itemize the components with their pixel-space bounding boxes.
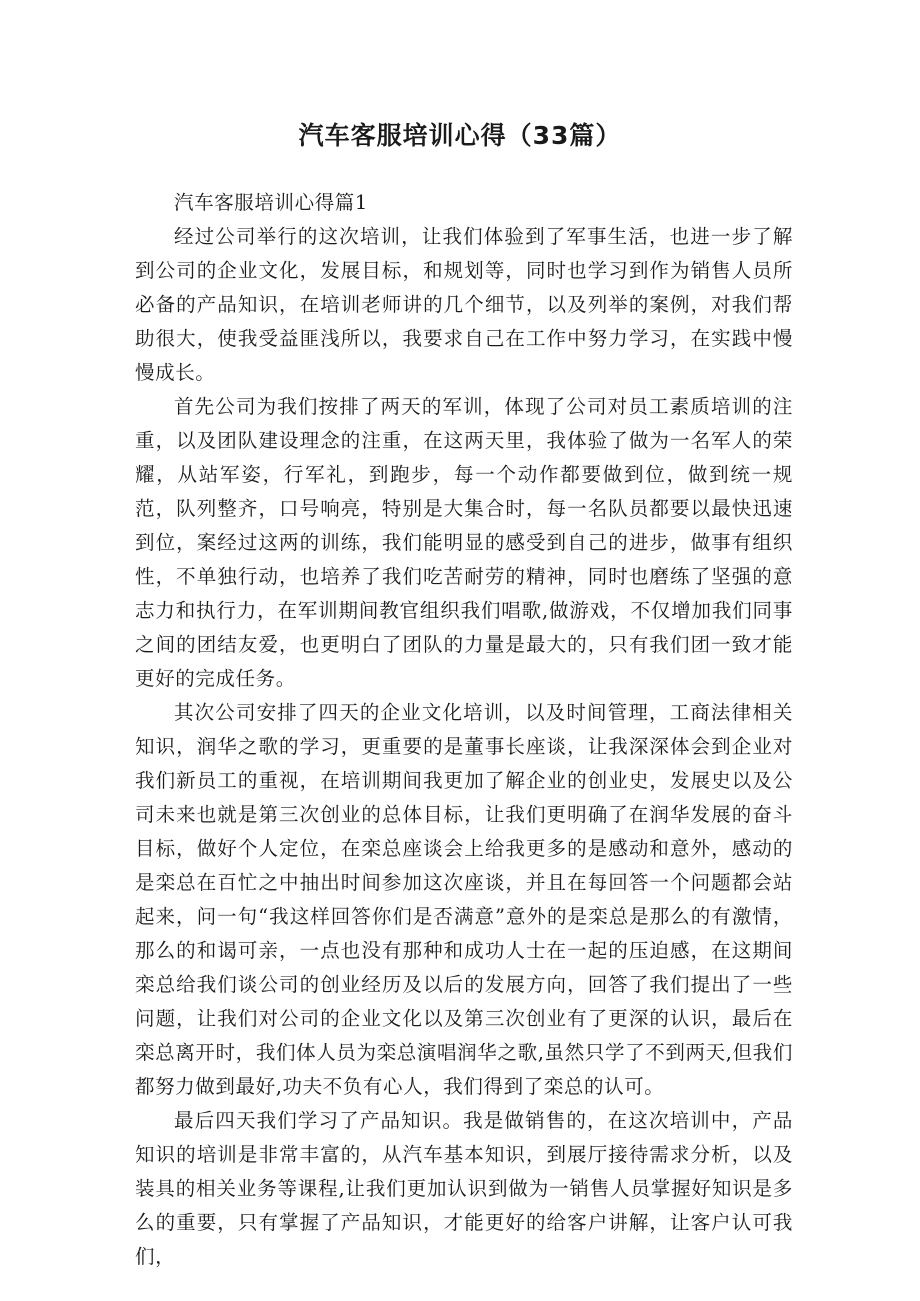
document-body [135, 186, 793, 1274]
paragraph: 其次公司安排了四天的企业文化培训，以及时间管理，工商法律相关知识，润华之歌的学习，更重要的是董事长座谈，让我深深体会到企业对我们新员工的重视，在培训期间我更加了解企业的创业史，发展史以及公司未来也就是第三次创业的总体目标，让我们更明确了在润华发展的奋斗目标，做好个人定位，在栾总座谈会上给我更多的是感动和意外，感动的是栾总在百忙之中抽出时间参加这次座谈，并且在每回答一个问题都会站起来，问一句“我这样回答你们是否满意”意外的是栾总是那么的有激情，那么的和谒可亲，一点也没有那种和成功人士在一起的压迫感，在这期间栾总给我们谈公司的创业经历及以后的发展方向，回答了我们提出了一些问题，让我们对公司的企业文化以及第三次创业有了更深的认识，最后在栾总离开时，我们体人员为栾总演唱润华之歌,虽然只学了不到两天,但我们都努力做到最好,功夫不负有心人，我们得到了栾总的认可。 [135, 701, 793, 1098]
document-title: 汽车客服培训心得（33篇） [298, 121, 622, 150]
paragraph: 首先公司为我们按排了两天的军训，体现了公司对员工素质培训的注重，以及团队建设理念的注重，在这两天里，我体验了做为一名军人的荣耀，从站军姿，行军礼，到跑步，每一个动作都要做到位，做到统一规范，队列整齐，口号响亮，特别是大集合时，每一名队员都要以最快迅速到位，案经过这两的训练，我们能明显的感受到自己的进步，做事有组织性，不单独行动，也培养了我们吃苦耐劳的精神，同时也磨练了坚强的意志力和执行力，在军训期间教官组织我们唱歌,做游戏，不仅增加我们同事之间的团结友爱，也更明白了团队的力量是最大的，只有我们团一致才能更好的完成任务。 [135, 395, 793, 690]
paragraph: 经过公司举行的这次培训，让我们体验到了军事生活，也进一步了解到公司的企业文化，发展目标，和规划等，同时也学习到作为销售人员所必备的产品知识，在培训老师讲的几个细节，以及列举的案例，对我们帮助很大，使我受益匪浅所以，我要求自己在工作中努力学习，在实践中慢慢成长。 [135, 225, 793, 384]
section-heading: 汽车客服培训心得篇1 [174, 191, 368, 214]
paragraph: 最后四天我们学习了产品知识。我是做销售的，在这次培训中，产品知识的培训是非常丰富的，从汽车基本知识，到展厅接待需求分析，以及装具的相关业务等课程,让我们更加认识到做为一销售人员掌握好知识是多么的重要，只有掌握了产品知识，才能更好的给客户讲解，让客户认可我们， [135, 1109, 793, 1268]
